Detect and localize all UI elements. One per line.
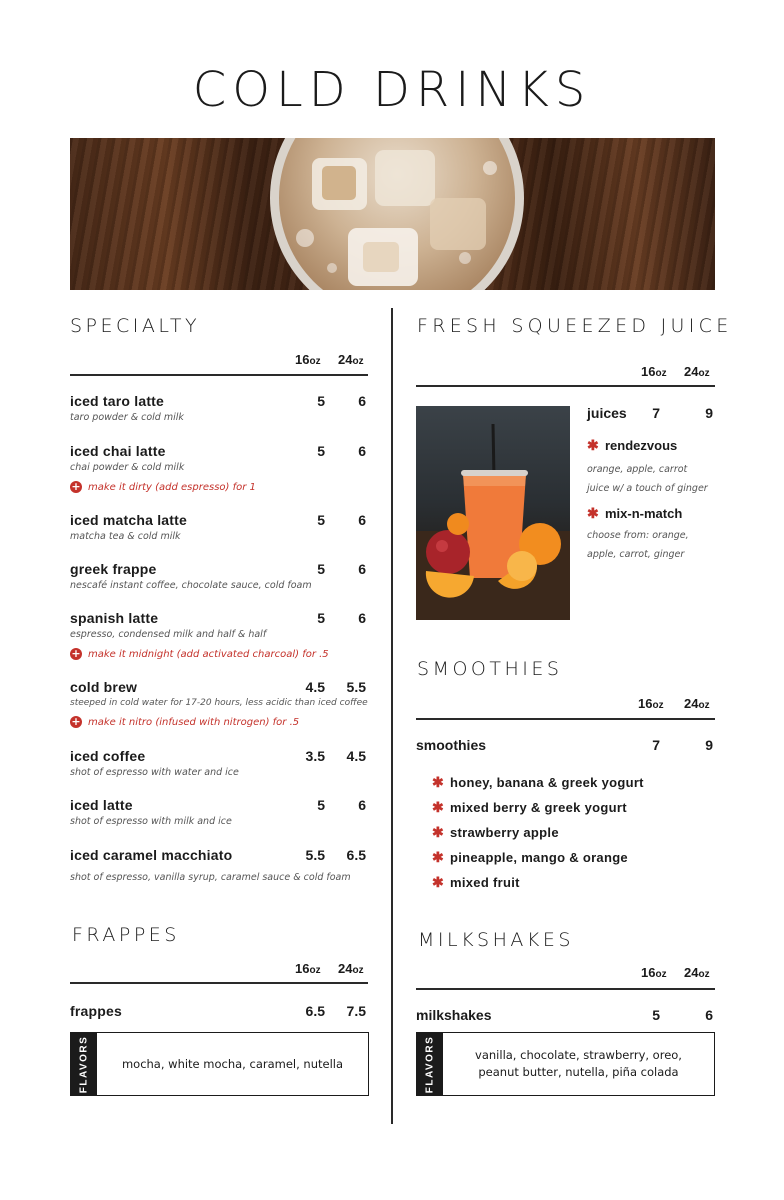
item-name: cold brew	[70, 679, 138, 695]
price-24: 6	[358, 610, 366, 626]
menu-item	[70, 561, 368, 591]
menu-item	[70, 847, 368, 883]
option-desc-line: orange, apple, carrot	[587, 464, 688, 475]
smoothies-heading: SMOOTHIES	[417, 658, 563, 680]
option-desc-line: apple, carrot, ginger	[587, 549, 685, 560]
item-desc: espresso, condensed milk and half & half	[70, 629, 267, 640]
price-16: 5	[317, 512, 325, 528]
price-16: 5	[317, 561, 325, 577]
item-desc: shot of espresso with water and ice	[70, 767, 239, 778]
smoothie-option: ✱ strawberry apple	[432, 824, 559, 840]
juices-name: juices	[587, 405, 627, 421]
price-24: 6	[358, 443, 366, 459]
frappes-heading: FRAPPES	[72, 924, 180, 946]
item-addon: + make it midnight (add activated charcoal) for .5	[71, 647, 329, 660]
flavors-label: FLAVORS	[71, 1033, 97, 1095]
menu-item	[70, 1003, 368, 1019]
asterisk-icon: ✱	[432, 874, 445, 890]
price-24: 6	[358, 393, 366, 409]
smoothie-option: ✱ mixed fruit	[432, 874, 520, 890]
milkshakes-size-16: 16oz	[641, 965, 667, 980]
price-24: 6	[358, 797, 366, 813]
item-addon: + make it dirty (add espresso) for 1	[71, 480, 256, 493]
item-name: iced coffee	[70, 748, 146, 764]
item-name: frappes	[70, 1003, 122, 1019]
milkshakes-price-24: 6	[705, 1007, 713, 1023]
price-16: 6.5	[305, 1003, 325, 1019]
price-24: 6	[358, 512, 366, 528]
flavors-line: vanilla, chocolate, strawberry, oreo,	[475, 1048, 682, 1062]
juice-size-24: 24oz	[684, 364, 710, 379]
milkshakes-flavors-box	[416, 1032, 715, 1096]
price-16: 3.5	[305, 748, 325, 764]
milkshakes-price-16: 5	[652, 1007, 660, 1023]
specialty-rule	[70, 374, 368, 376]
price-24: 6.5	[346, 847, 366, 863]
price-24: 6	[358, 561, 366, 577]
frappes-flavors-box	[70, 1032, 369, 1096]
smoothies-price-24: 9	[705, 737, 713, 753]
item-desc: matcha tea & cold milk	[70, 531, 181, 542]
flavors-line: peanut butter, nutella, piña colada	[478, 1065, 679, 1079]
item-name: iced chai latte	[70, 443, 166, 459]
specialty-heading: SPECIALTY	[70, 315, 201, 337]
milkshakes-rule	[416, 988, 715, 990]
iced-coffee-banner-image	[70, 138, 715, 290]
juice-heading: FRESH SQUEEZED JUICE	[417, 315, 733, 337]
smoothies-price-16: 7	[652, 737, 660, 753]
milkshakes-name: milkshakes	[416, 1007, 492, 1023]
option-name: rendezvous	[605, 438, 678, 453]
option-name: mix-n-match	[605, 506, 683, 521]
smoothie-option: ✱ honey, banana & greek yogurt	[432, 774, 644, 790]
menu-item	[70, 443, 368, 493]
plus-circle-icon: +	[71, 480, 81, 493]
item-name: spanish latte	[70, 610, 159, 626]
asterisk-icon: ✱	[432, 774, 445, 790]
option-desc-line: juice w/ a touch of ginger	[587, 483, 708, 494]
juice-photo	[416, 406, 570, 620]
flavors-list	[443, 1033, 714, 1095]
plus-circle-icon: +	[71, 715, 81, 728]
menu-item	[70, 393, 368, 423]
item-name: greek frappe	[70, 561, 157, 577]
price-16: 5	[317, 393, 325, 409]
item-name: iced matcha latte	[70, 512, 187, 528]
specialty-size-16: 16oz	[295, 352, 321, 367]
item-desc: taro powder & cold milk	[70, 412, 184, 423]
asterisk-icon: ✱	[432, 799, 445, 815]
menu-item	[70, 797, 368, 827]
milkshakes-heading: MILKSHAKES	[418, 929, 574, 951]
price-16: 5	[317, 610, 325, 626]
specialty-size-24: 24oz	[338, 352, 364, 367]
price-24: 5.5	[346, 679, 366, 695]
item-name: iced taro latte	[70, 393, 165, 409]
smoothies-size-24: 24oz	[684, 696, 710, 711]
asterisk-icon: ✱	[587, 437, 599, 453]
price-24: 7.5	[346, 1003, 366, 1019]
menu-item	[70, 512, 368, 542]
asterisk-icon: ✱	[432, 824, 445, 840]
smoothies-size-16: 16oz	[638, 696, 664, 711]
option-desc-line: choose from: orange,	[587, 530, 689, 541]
frappes-size-16: 16oz	[295, 961, 321, 976]
price-16: 5	[317, 797, 325, 813]
asterisk-icon: ✱	[587, 505, 599, 521]
price-16: 4.5	[305, 679, 325, 695]
item-name: iced latte	[70, 797, 133, 813]
smoothie-option: ✱ mixed berry & greek yogurt	[432, 799, 627, 815]
asterisk-icon: ✱	[432, 849, 445, 865]
milkshakes-size-24: 24oz	[684, 965, 710, 980]
juice-rule	[416, 385, 715, 387]
smoothie-option: ✱ pineapple, mango & orange	[432, 849, 628, 865]
item-desc: shot of espresso with milk and ice	[70, 816, 232, 827]
smoothies-name: smoothies	[416, 737, 487, 753]
page-title: COLD DRINKS	[192, 62, 592, 118]
flavors-label: FLAVORS	[417, 1033, 443, 1095]
frappes-rule	[70, 982, 368, 984]
menu-item	[70, 748, 368, 778]
juice-option	[587, 505, 717, 564]
price-16: 5.5	[305, 847, 325, 863]
item-desc: nescafé instant coffee, chocolate sauce, cold foam	[70, 580, 312, 591]
item-addon: + make it nitro (infused with nitrogen) for .5	[71, 715, 300, 728]
iced-coffee-cup-graphic	[70, 138, 715, 290]
price-24: 4.5	[346, 748, 366, 764]
juice-option	[587, 437, 717, 498]
price-16: 5	[317, 443, 325, 459]
item-desc: chai powder & cold milk	[70, 462, 185, 473]
frappes-size-24: 24oz	[338, 961, 364, 976]
item-name: iced caramel macchiato	[70, 847, 233, 863]
juice-size-16: 16oz	[641, 364, 667, 379]
juice-glass-graphic	[416, 406, 570, 620]
plus-circle-icon: +	[71, 647, 81, 660]
column-divider	[391, 308, 393, 1124]
item-desc: steeped in cold water for 17-20 hours, less acidic than iced coffee	[70, 698, 368, 708]
juices-price-24: 9	[705, 405, 713, 421]
menu-item	[70, 679, 368, 728]
juices-price-16: 7	[652, 405, 660, 421]
item-desc: shot of espresso, vanilla syrup, caramel sauce & cold foam	[70, 872, 351, 883]
menu-item	[70, 610, 368, 660]
flavors-list: mocha, white mocha, caramel, nutella	[121, 1056, 344, 1071]
smoothies-rule	[416, 718, 715, 720]
